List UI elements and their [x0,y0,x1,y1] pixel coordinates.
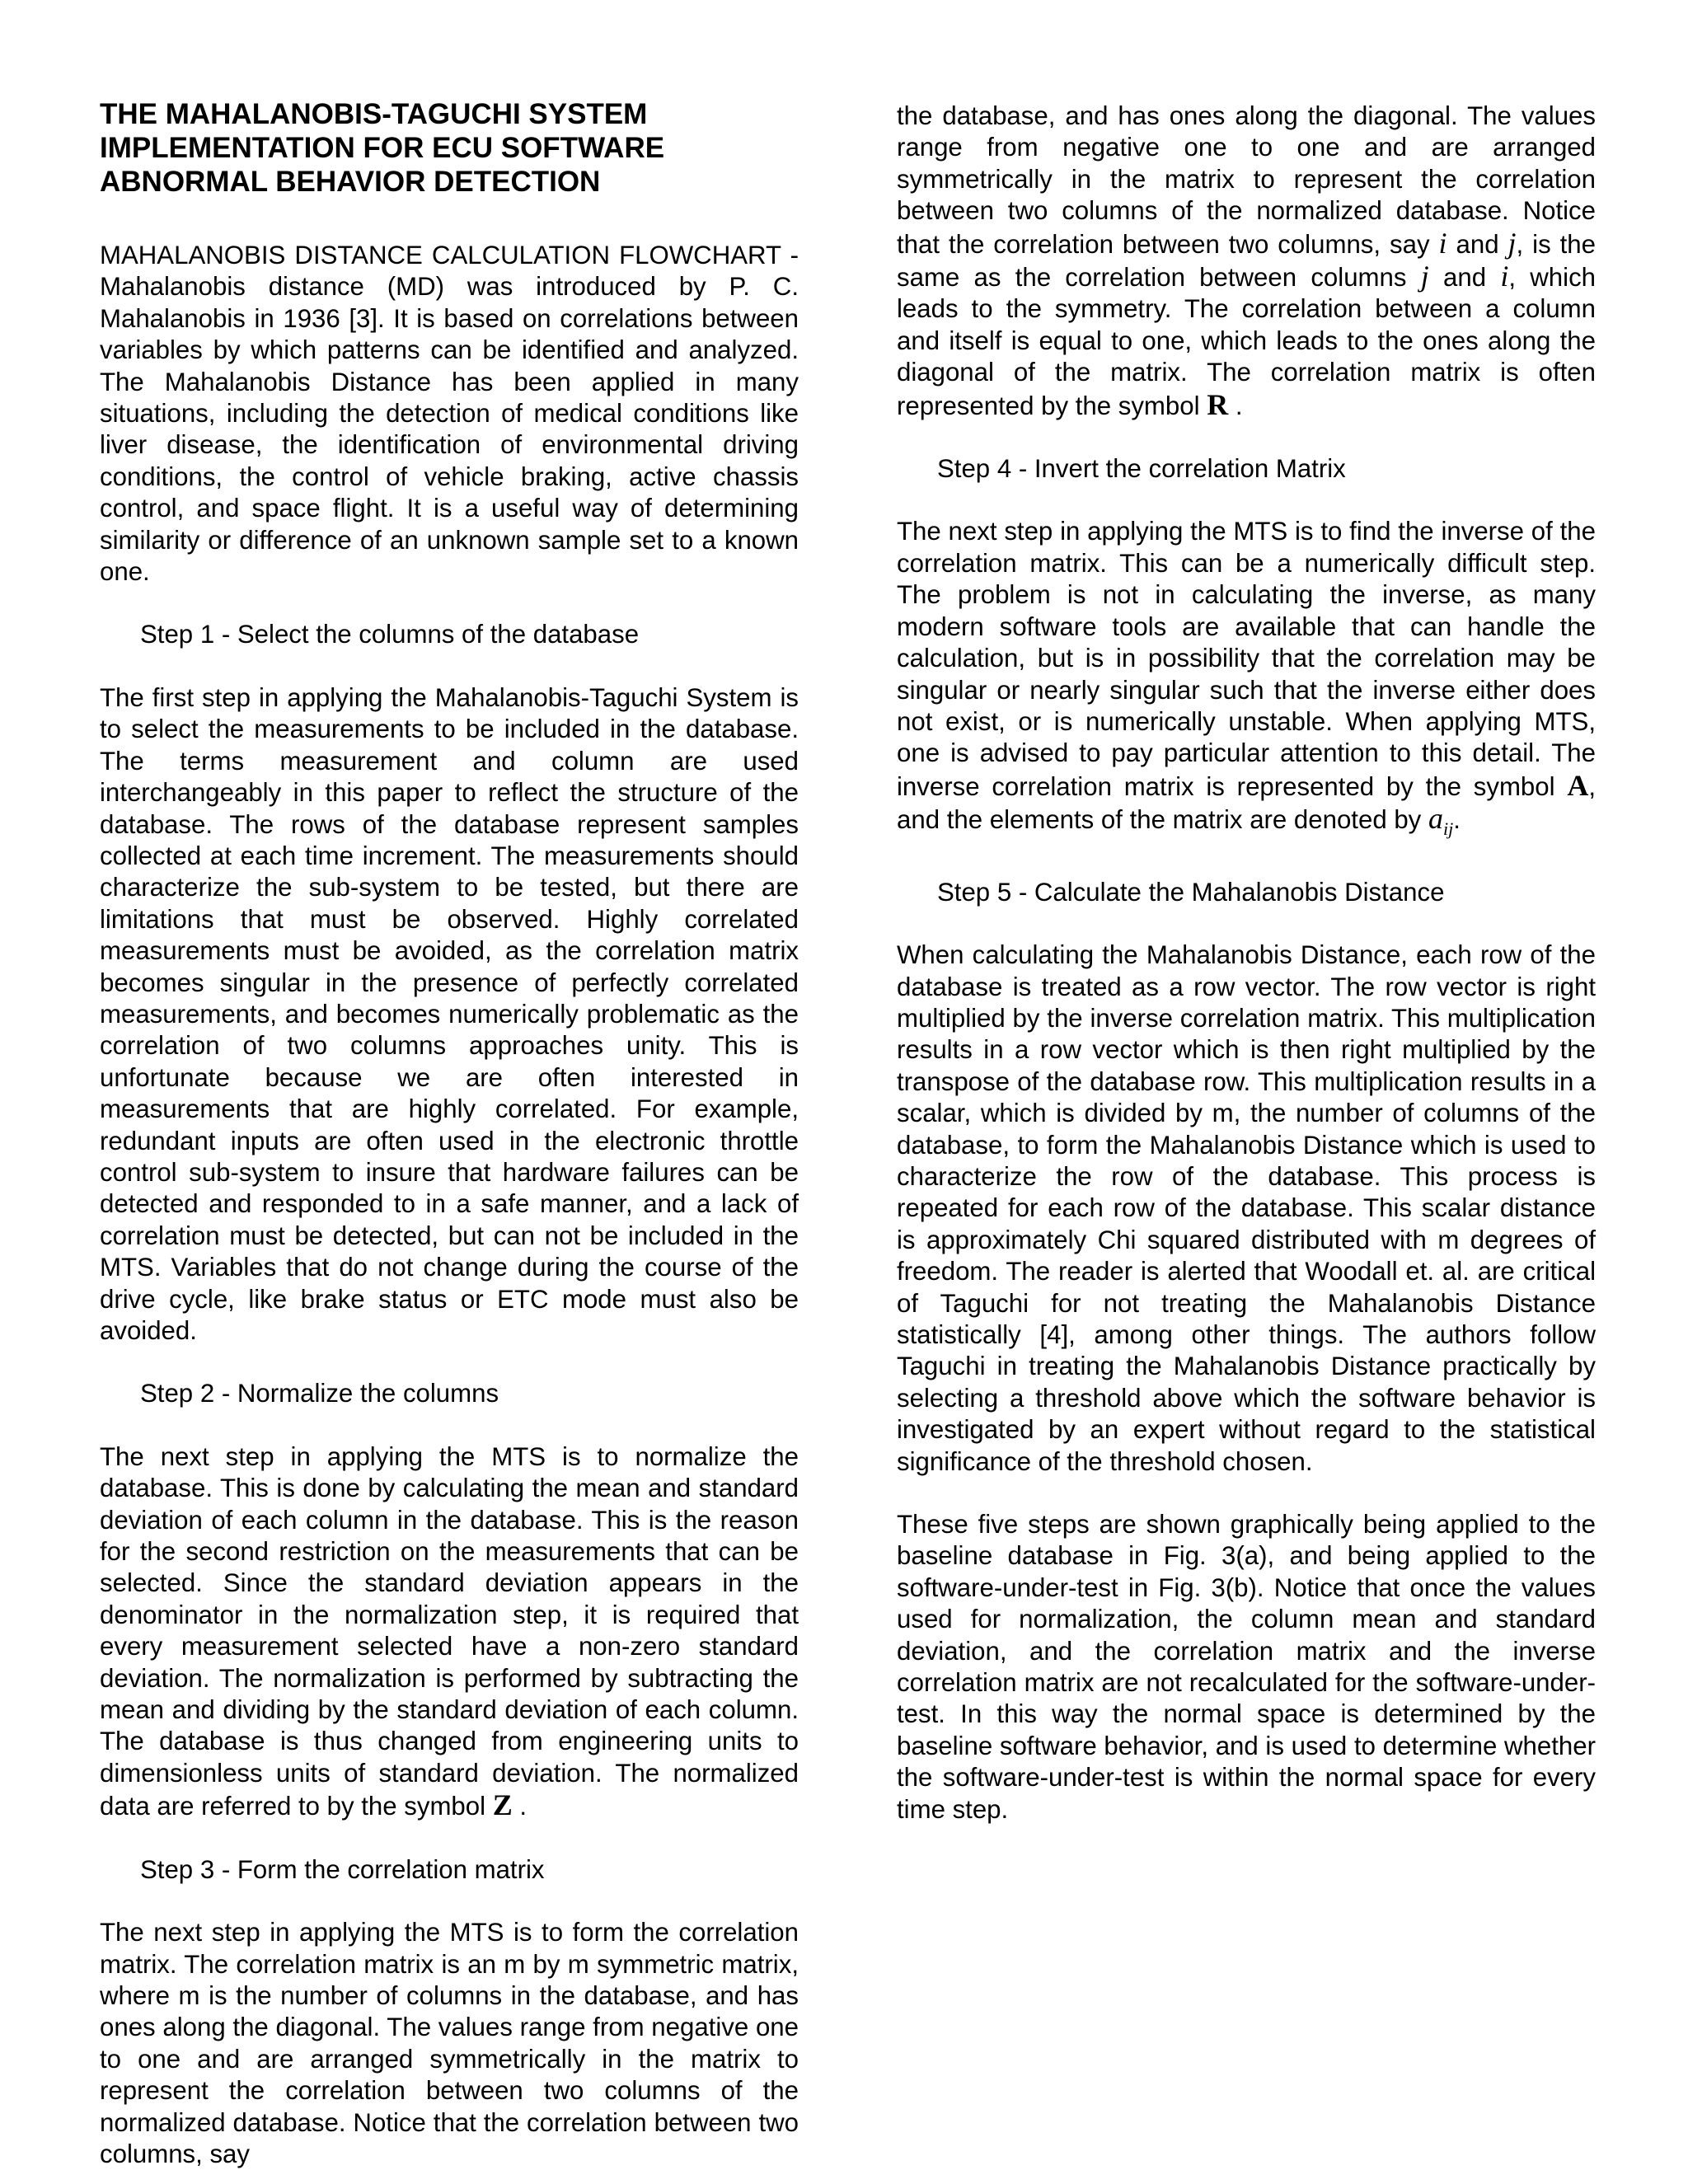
intro-paragraph: MAHALANOBIS DISTANCE CALCULATION FLOWCHART - Mahalanobis distance (MD) was introduced by P. C. Mahalanobis in 1936 [3]. It is based on correlations between variables by which patterns can be identified and analyzed. The Mahalanobis Distance has been applied in many situations, including the detection of medical conditions like liver disease, the identification of environmental driving conditions, the control of vehicle braking, active chassis control, and space flight. It is a useful way of determining similarity or difference of an unknown sample set to a known one. [100,241,799,587]
step4-end: . [1453,805,1461,835]
symbol-aij [1428,802,1454,840]
step2-text: The next step in applying the MTS is to normalize the database. This is done by calculating the mean and standard deviation of each column in the database. This is the reason for the second restriction on the measurements that can be selected. Since the standard deviation appears in the denominator in the normalization step, it is required that every measurement selected have a non-zero standard deviation. The normalization is performed by subtracting the mean and dividing by the standard deviation of each column. The database is thus changed from engineering units to dimensionless units of standard deviation. The normalized data are referred to by the symbol [100,1441,799,1821]
step3-text-2: , is the same as the correlation between columns [897,229,1597,293]
step5-heading: Step 5 - Calculate the Mahalanobis Distance [937,877,1445,907]
step3-heading: Step 3 - Form the correlation matrix [140,1854,545,1884]
symbol-aij-subscript: ij [1442,818,1454,840]
left-column [100,97,799,2170]
step3-text-3: , which leads to the symmetry. The correlation between a column and itself is equal to one, which leads to the ones along the diagonal of the matrix. The correlation matrix is often represented by the symbol [897,263,1597,420]
symbol-a: A [1567,768,1589,802]
step2-end: . [519,1792,528,1821]
step5-paragraph: When calculating the Mahalanobis Distance, each row of the database is treated as a row vector. The row vector is right multiplied by the inverse correlation matrix. This multiplication results in a row vector which is then right multiplied by the transpose of the database row. This multiplication results in a scalar, which is divided by m, the number of columns of the database, to form the Mahalanobis Distance which is used to characterize the row of the database. This process is repeated for each row of the database. This scalar distance is approximately Chi squared distributed with m degrees of freedom. The reader is alerted that Woodall et. al. are critical of Taguchi for not treating the Mahalanobis Distance statistically [4], among other things. The authors follow Taguchi in treating the Mahalanobis Distance practically by selecting a threshold above which the software behavior is investigated by an expert without regard to the statistical significance of the threshold chosen. [897,940,1596,1476]
step1-heading: Step 1 - Select the columns of the database [140,620,640,649]
step3-paragraph-continued [897,101,1596,422]
and-text-2: and [1443,263,1487,293]
symbol-z: Z [492,1788,513,1822]
step4-paragraph [897,516,1596,845]
step2-paragraph [100,1441,799,1823]
symbol-r: R [1207,387,1229,421]
right-column [897,101,1596,1825]
symbol-j: j [1507,226,1517,260]
step4-heading: Step 4 - Invert the correlation Matrix [937,454,1346,484]
symbol-aij-base: a [1428,802,1443,836]
paper-title: THE MAHALANOBIS-TAGUCHI SYSTEM IMPLEMENTATION FOR ECU SOFTWARE ABNORMAL BEHAVIOR DETECTION [100,98,665,198]
closing-paragraph: These five steps are shown graphically being applied to the baseline database in Fig. 3(a), and being applied to the software-under-test in Fig. 3(b). Notice that once the values used for normalization, the column mean and standard deviation, and the correlation matrix and the inverse correlation matrix are not recalculated for the software-under-test. In this way the normal space is determined by the baseline software behavior, and is used to determine whether the software-under-test is within the normal space for every time step. [897,1510,1596,1824]
step3-text-continued: the database, and has ones along the diagonal. The values range from negative one to one and are arranged symmetrically in the matrix to represent the correlation between two columns of the normalized database. Notice that the correlation between two columns, say [897,101,1596,259]
symbol-i-2: i [1500,260,1509,293]
step4-text-2: , and the elements of the matrix are denoted by [897,771,1596,835]
step4-text: The next step in applying the MTS is to find the inverse of the correlation matrix. This can be a numerically difficult step. The problem is not in calculating the inverse, as many modern software tools are available that can handle the calculation, but is in possibility that the correlation may be singular or nearly singular such that the inverse either does not exist, or is numerically unstable. When applying MTS, one is advised to pay particular attention to this detail. The inverse correlation matrix is represented by the symbol [897,517,1596,801]
symbol-i: i [1438,226,1447,260]
and-text-1: and [1456,229,1499,259]
symbol-j-2: j [1420,260,1429,293]
step3-end: . [1235,391,1243,420]
step1-paragraph: The first step in applying the Mahalanobis-Taguchi System is to select the measurements to be included in the database. The terms measurement and column are used interchangeably in this paper to reflect the structure of the database. The rows of the database represent samples collected at each time increment. The measurements should characterize the sub-system to be tested, but there are limitations that must be observed. Highly correlated measurements must be avoided, as the correlation matrix becomes singular in the presence of perfectly correlated measurements, and becomes numerically problematic as the correlation of two columns approaches unity. This is unfortunate because we are often interested in measurements that are highly correlated. For example, redundant inputs are often used in the electronic throttle control sub-system to insure that hardware failures can be detected and responded to in a safe manner, and a lack of correlation must be detected, but can not be included in the MTS. Variables that do not change during the course of the drive cycle, like brake status or ETC mode must also be avoided. [100,682,799,1345]
step2-heading: Step 2 - Normalize the columns [140,1379,499,1408]
step3-paragraph-start: The next step in applying the MTS is to form the correlation matrix. The correlation matrix is an m by m symmetric matrix, where m is the number of columns in the database, and has ones along the diagonal. The values range from negative one to one and are arranged symmetrically in the matrix to represent the correlation between two columns of the normalized database. Notice that the correlation between two columns, say [100,1918,799,2168]
